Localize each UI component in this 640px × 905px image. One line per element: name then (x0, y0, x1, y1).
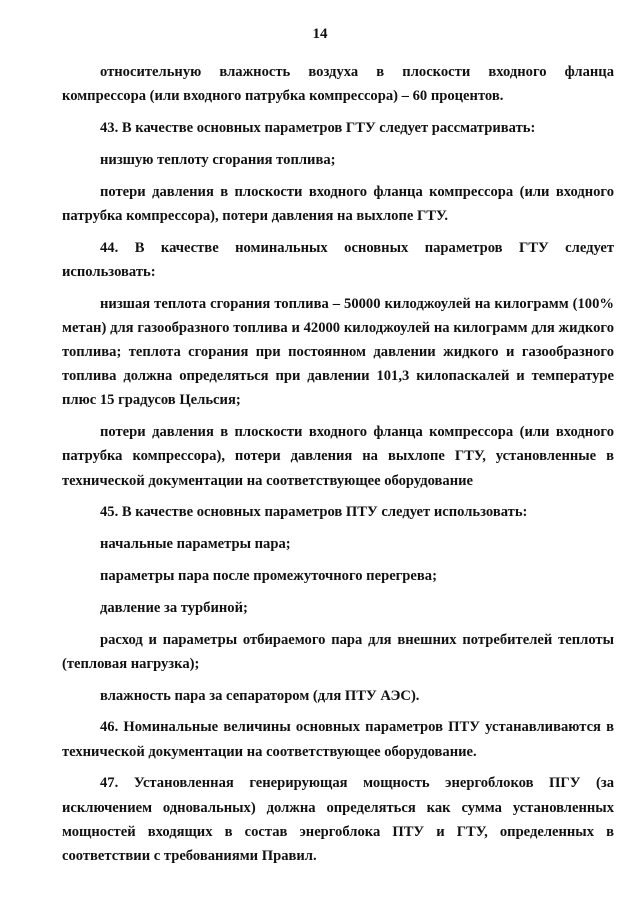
document-body (62, 60, 614, 876)
paragraph-47: 47. Установленная генерирующая мощность энергоблоков ПГУ (за исключением одновальных) должна определяться как сумма установленных мощностей входящих в состав энергоблока ПТУ и ГТУ, определенных в соответствии с требованиями Правил. (62, 775, 614, 864)
paragraph-heat-value: низшая теплота сгорания топлива – 50000 килоджоулей на килограмм (100% метан) для газообразного топлива и 42000 килоджоулей на килограмм для жидкого топлива; теплота сгорания при постоянном давлении жидкого и газообразного топлива должна определяться при давлении 101,3 килопаскалей и температуре плюс 15 градусов Цельсия; (62, 295, 614, 409)
paragraph-pressure-losses: потери давления в плоскости входного фланца компрессора (или входного патрубка компрессора), потери давления на выхлопе ГТУ. (62, 183, 614, 224)
paragraph-46: 46. Номинальные величины основных параметров ПТУ устанавливаются в технической документации на соответствующее оборудование. (62, 719, 614, 760)
paragraph-humidity: относительную влажность воздуха в плоскости входного фланца компрессора (или входного патрубка компрессора) – 60 процентов. (62, 64, 614, 105)
paragraph-back-pressure: давление за турбиной; (100, 599, 248, 616)
paragraph-pressure-losses-doc: потери давления в плоскости входного фланца компрессора (или входного патрубка компрессора), потери давления на выхлопе ГТУ, установленные в технической документации на соответствующее оборудование (62, 424, 614, 489)
paragraph-extraction-steam: расход и параметры отбираемого пара для внешних потребителей теплоты (тепловая нагрузка); (62, 631, 614, 672)
paragraph-43-heading: 43. В качестве основных параметров ГТУ следует рассматривать: (100, 120, 536, 136)
page-number: 14 (312, 26, 328, 42)
paragraph-44-heading: 44. В качестве номинальных основных параметров ГТУ следует использовать: (62, 239, 614, 280)
paragraph-reheat-steam: параметры пара после промежуточного перегрева; (100, 568, 437, 584)
paragraph-45-heading: 45. В качестве основных параметров ПТУ следует использовать: (100, 504, 528, 521)
paragraph-steam-humidity: влажность пара за сепаратором (для ПТУ АЭС). (100, 687, 420, 704)
paragraph-lower-heat: низшую теплоту сгорания топлива; (100, 151, 336, 168)
paragraph-initial-steam: начальные параметры пара; (100, 536, 291, 553)
